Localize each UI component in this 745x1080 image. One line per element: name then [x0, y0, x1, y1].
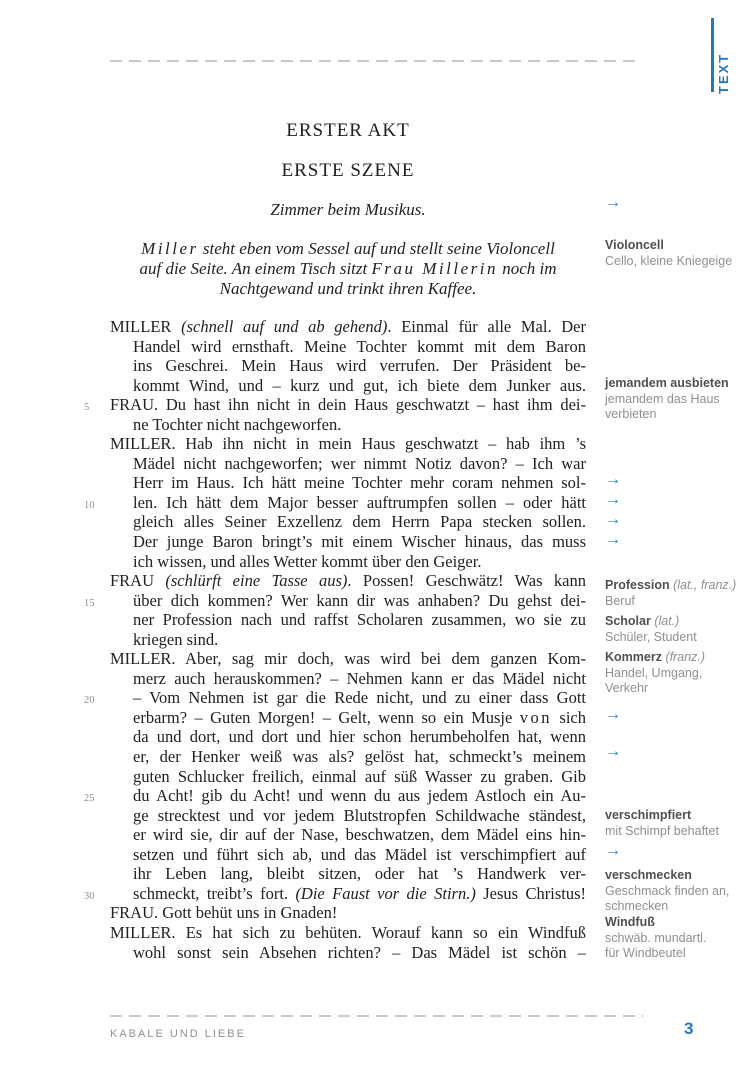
glossary-term: Violoncell [605, 238, 664, 252]
text-line: gleich alles Seiner Exzellenz dem Herrn Papa stecken sollen. [133, 512, 586, 532]
glossary-term: Kommerz (franz.) [605, 650, 706, 664]
glossary-definition-line: Geschmack finden an, [605, 883, 730, 898]
cross-reference-arrow-icon: → [605, 471, 621, 488]
glossary-term-language: (franz.) [661, 650, 706, 664]
cross-reference-arrow-icon: → [605, 194, 621, 211]
glossary-note [605, 614, 744, 645]
cross-reference-arrow-icon: → [605, 706, 621, 723]
text-line: ge strecktest und vor jedem Blutstropfen Schildwache ständest, [133, 805, 586, 825]
footer-dashed-rule [110, 1015, 643, 1017]
glossary-note [605, 238, 744, 269]
text-line: er wird sie, dir auf der Nase, beschwatzen, dem Mädel eins hin- [133, 825, 586, 845]
glossary-note [605, 808, 744, 839]
text-line: ich wissen, und alles Wetter kommt über den Geiger. [133, 551, 482, 571]
text-line: 30 schmeckt, treibt’s fort. (Die Faust vor die Stirn.) Jesus Christus! [110, 884, 586, 904]
text-line: guten Schlucker freilich, einmal auf süß Wasser zu graben. Gib [133, 766, 586, 786]
text-line: wohl sonst sein Absehen richten? – Das Mädel ist schön – [133, 942, 586, 962]
footer-book-title: KABALE UND LIEBE [110, 1028, 246, 1040]
text-line: MILLER. Es hat sich zu behüten. Worauf kann so ein Windfuß [110, 922, 586, 942]
text-line: MILLER. Hab ihn nicht in mein Haus geschwatzt – hab ihm ’s [110, 434, 586, 454]
cross-reference-arrow-icon: → [605, 743, 621, 760]
text-line: 20 – Vom Nehmen ist gar die Rede nicht, und zu einer dass Gott [110, 688, 586, 708]
glossary-definition-line: Cello, kleine Kniegeige [605, 253, 733, 268]
line-number: 30 [84, 890, 95, 902]
text-line: er, der Henker weiß was als? gelöst hat, schmeckt’s meinem [133, 747, 586, 767]
glossary-note [605, 650, 744, 697]
text-line: ins Geschrei. Mein Haus wird verrufen. Der Präsident be- [133, 356, 586, 376]
text-line: Herr im Haus. Ich hätt meine Tochter mehr coram nehmen sol- [133, 473, 586, 493]
glossary-definition-line: schwäb. mundartl. [605, 930, 707, 945]
text-line: FRAU (schlürft eine Tasse aus). Possen! Geschwätz! Was kann [110, 571, 587, 591]
line-number: 15 [84, 597, 95, 609]
text-line: 5 FRAU. Du hast ihn nicht in dein Haus geschwatzt – hast ihm dei- [110, 395, 586, 415]
glossary-term: verschmecken [605, 868, 692, 882]
glossary-note [605, 915, 744, 962]
text-line: MILLER. Aber, sag mir doch, was wird bei dem ganzen Kom- [110, 649, 586, 669]
glossary-note [605, 868, 744, 915]
cross-reference-arrow-icon: → [605, 491, 621, 508]
cross-reference-arrow-icon: → [605, 842, 621, 859]
text-line: setzen und führt sich ab, und das Mädel ist verschimpfiert auf [133, 844, 586, 864]
text-line: kommt Wind, und – kurz und gut, ich biete dem Junker aus. [133, 375, 586, 395]
glossary-note [605, 578, 744, 609]
text-line: merz auch herauskommen? – Nehmen kann er das Mädel nicht [133, 668, 586, 688]
glossary-definition-line: Handel, Umgang, [605, 665, 703, 680]
cross-reference-arrow-icon: → [605, 511, 621, 528]
glossary-term-language: (lat., franz.) [669, 578, 737, 592]
text-line: 15 über dich kommen? Wer kann dir was anhaben? Du gehst dei- [110, 591, 586, 611]
glossary-definition-line: mit Schimpf behaftet [605, 823, 719, 838]
glossary-definition-line: Verkehr [605, 681, 649, 695]
text-section-tab: TEXT [716, 52, 731, 94]
text-line: Mädel nicht nachgeworfen; wer nimmt Notiz davon? – Ich war [133, 453, 586, 473]
glossary-term: verschimpfiert [605, 808, 692, 822]
glossary-definition-line: Beruf [605, 593, 635, 608]
glossary-definition-line: schmecken [605, 899, 669, 913]
act-heading: ERSTER AKT [286, 120, 410, 141]
glossary-term: jemandem ausbieten [605, 376, 729, 390]
play-text-block [84, 317, 587, 962]
text-line: da und dort, und dort und hier schon herumbeholfen hat, wenn [133, 727, 586, 747]
glossary-term: Scholar (lat.) [605, 614, 680, 628]
stage-direction-line: Miller steht eben vom Sessel auf und stellt seine Violoncell [141, 239, 555, 258]
text-line: 10 len. Ich hätt dem Major besser auftrumpfen sollen – oder hätt [110, 493, 586, 513]
header-dashed-rule [110, 60, 640, 62]
glossary-definition-line: für Windbeutel [605, 946, 686, 960]
line-number: 10 [84, 499, 95, 511]
text-line: MILLER (schnell auf und ab gehend). Einmal für alle Mal. Der [110, 317, 586, 336]
line-number: 5 [84, 402, 90, 414]
page-number: 3 [684, 1019, 694, 1038]
text-line: Der junge Baron bringt’s mit einem Wischer hinaus, das muss [133, 532, 586, 552]
text-line: kriegen sind. [133, 629, 219, 649]
text-line: FRAU. Gott behüt uns in Gnaden! [110, 903, 338, 923]
stage-direction-line: auf die Seite. An einem Tisch sitzt Frau Millerin noch im [139, 259, 557, 278]
glossary-definition-line: verbieten [605, 407, 657, 421]
scene-heading: ERSTE SZENE [281, 160, 415, 181]
glossary-term: Windfuß [605, 915, 655, 929]
line-number: 20 [84, 695, 95, 707]
text-tab-rule [711, 18, 714, 92]
cross-reference-arrow-icon: → [605, 531, 621, 548]
stage-direction-line: Nachtgewand und trinkt ihren Kaffee. [219, 279, 477, 298]
glossary-note [605, 376, 744, 423]
scene-location: Zimmer beim Musikus. [270, 200, 426, 219]
text-line: 25 du Acht! gib du Acht! und wenn du aus jedem Astloch ein Au- [110, 786, 586, 806]
text-line: erbarm? – Guten Morgen! – Gelt, wenn so ein Musje von sich [133, 707, 586, 727]
glossary-definition-line: jemandem das Haus [605, 391, 720, 406]
text-line: Handel wird ernsthaft. Meine Tochter kommt mit dem Baron [133, 336, 586, 356]
stage-direction [110, 239, 586, 299]
text-line: ner Profession nach und raffst Scholaren zusammen, wo sie zu [133, 610, 586, 630]
glossary-term-language: (lat.) [650, 614, 680, 628]
text-line: ne Tochter nicht nachgeworfen. [133, 414, 342, 434]
line-number: 25 [84, 793, 95, 805]
glossary-definition-line: Schüler, Student [605, 629, 697, 644]
text-line: ihr Leben lang, bleibt sitzen, oder hat ’s Handwerk ver- [133, 864, 586, 884]
glossary-term: Profession (lat., franz.) [605, 578, 737, 592]
